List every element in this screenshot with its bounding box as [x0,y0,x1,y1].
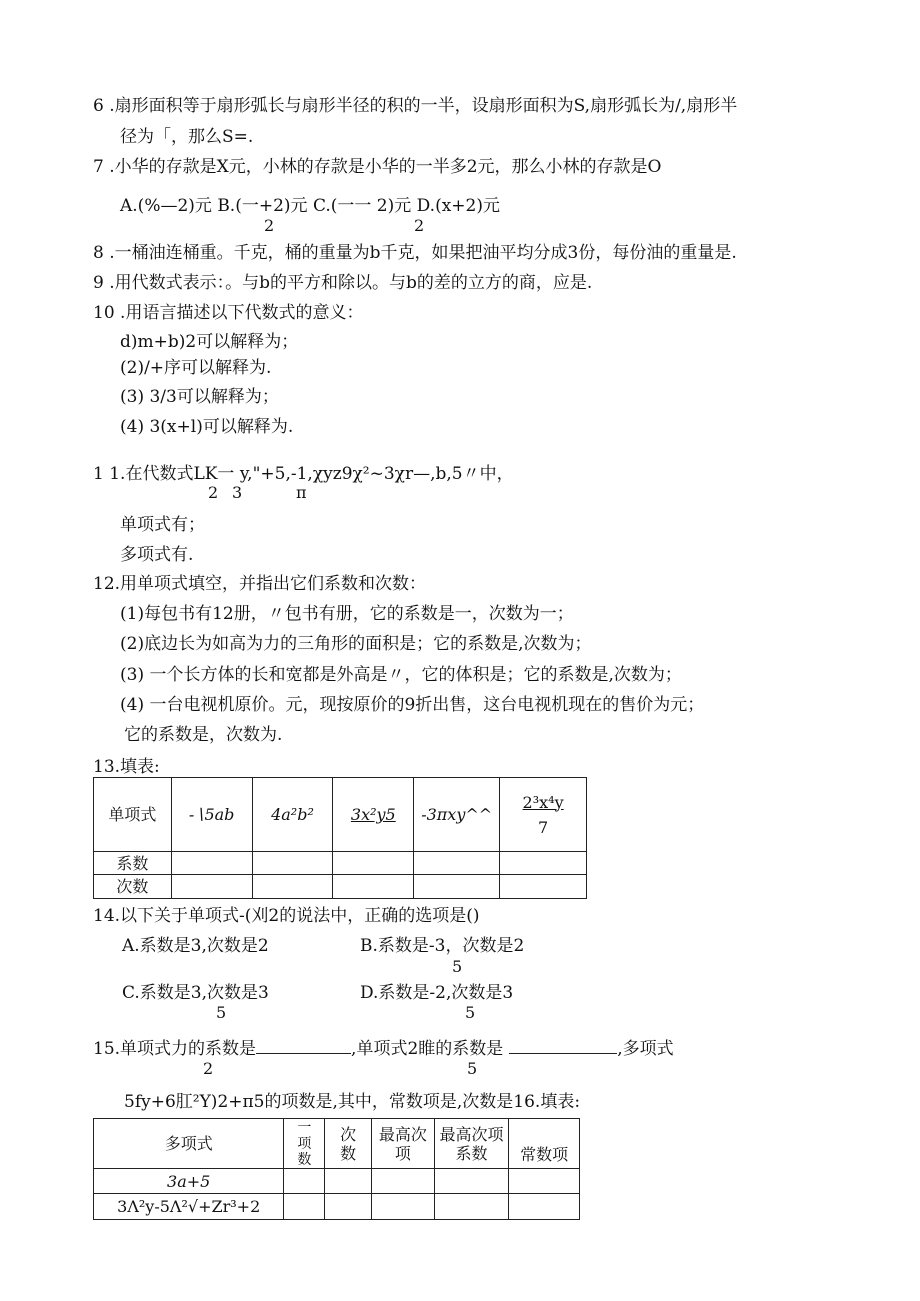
q13-cell[interactable] [414,852,500,875]
q16-header-degree-1: 次 [340,1124,357,1144]
q16-header-constant: 常数项 [509,1119,580,1169]
q14-title: 14.以下关于单项式-(刈2的说法中，正确的选项是() [93,906,480,926]
table-row [94,1194,580,1220]
q16-header-polynomial: 多项式 [94,1119,284,1169]
q16-table [93,1118,580,1220]
q16-row-label: 3a+5 [94,1169,284,1194]
q13-cell[interactable] [333,875,414,899]
q13-table [93,777,587,899]
table-row [94,875,587,899]
q16-cell[interactable] [372,1169,435,1194]
q14-option-a[interactable]: A.系数是3,次数是2 [122,936,269,956]
q10-title: 10 .用语言描述以下代数式的意义： [93,303,364,323]
q11-monomials: 单项式有； [120,515,205,535]
q16-header-degree [325,1119,372,1169]
q16-header-terms-1: 一 [297,1119,312,1136]
q10-item-1: d)m+b)2可以解释为； [120,332,299,352]
q9-text: 9 .用代数式表示：。与b的平方和除以。与b的差的立方的商，应是. [93,273,593,293]
table-row [94,778,587,852]
q15-line2: 5fy+6肛²Y)2+π5的项数是,其中，常数项是,次数是16.填表: [124,1092,581,1112]
q10-item-2: (2)/+序可以解释为. [120,358,272,378]
q8-text: 8 .一桶油连桶重。千克，桶的重量为b千克，如果把油平均分成3份，每份油的重量是. [93,243,737,263]
q15-sub-5: 5 [467,1059,478,1078]
q12-item-2: (2)底边长为如高为力的三角形的面积是；它的系数是,次数为； [120,634,592,654]
q12-item-4: (4) 一台电视机原价。元，现按原价的9折出售，这台电视机现在的售价为元； [120,695,705,715]
q16-cell[interactable] [434,1194,509,1220]
q13-cell[interactable] [171,875,252,899]
q14-option-d[interactable]: D.系数是-2,次数是3 [360,983,514,1003]
q16-cell[interactable] [284,1169,325,1194]
q10-item-3: (3) 3/3可以解释为； [120,387,279,407]
table-row [94,1119,580,1169]
q11-line: 1 1.在代数式LK一 y,"+5,-1,χyz9χ²~3χr—,b,5〃中， [93,464,514,484]
q16-cell[interactable] [509,1194,580,1220]
q16-row-label: 3Λ²y-5Λ²√+Zr³+2 [94,1194,284,1220]
q6-line1: 6 .扇形面积等于扇形弧长与扇形半径的积的一半，设扇形面积为S,扇形弧长为/,扇形半 [93,96,738,116]
q15-sub-2: 2 [203,1059,214,1078]
q14-option-b-sub: 5 [452,957,463,976]
q13-header-cell: -∖5ab [171,778,252,852]
q13-cell[interactable] [414,875,500,899]
q15-part-c: ,多项式 [617,1039,674,1059]
q13-header-numerator: 2³x⁴y [522,792,564,812]
q12-tail: 它的系数是，次数为. [124,725,283,745]
q14-option-b[interactable]: B.系数是-3，次数是2 [360,936,525,956]
q12-item-1: (1)每包书有12册，〃包书有册，它的系数是一，次数为一； [120,604,574,624]
q12-item-3: (3) 一个长方体的长和宽都是外高是〃，它的体积是；它的系数是,次数为； [120,665,682,685]
q13-row-label: 系数 [94,852,172,875]
q13-header-cell [333,778,414,852]
q10-item-4: (4) 3(x+l)可以解释为. [120,417,294,437]
q13-cell[interactable] [252,875,333,899]
q16-header-highest-coef-1: 最高次项 [439,1124,504,1144]
q13-header-cell: -3πxy^^ [414,778,500,852]
q13-cell[interactable] [500,852,587,875]
q13-header-cell: 4a²b² [252,778,333,852]
q16-header-highest-coef-2: 系数 [455,1143,488,1163]
q13-cell[interactable] [171,852,252,875]
q12-title: 12.用单项式填空，并指出它们系数和次数： [93,574,427,594]
q16-header-terms [284,1119,325,1169]
q16-header-highest-term-2: 项 [394,1143,411,1163]
q13-cell[interactable] [333,852,414,875]
q11-sub-2: 2 [208,483,219,502]
q16-header-highest-term [372,1119,435,1169]
q6-line2: 径为「，那么S=. [120,127,254,147]
q16-header-terms-2: 项 [297,1135,312,1152]
q13-header-cell [500,778,587,852]
q15-blank-1[interactable] [256,1039,351,1054]
q13-header-label: 单项式 [94,778,172,852]
q11-sub-pi: π [296,483,307,502]
q7-line1: 7 .小华的存款是X元，小林的存款是小华的一半多2元，那么小林的存款是O [93,157,662,177]
q16-cell[interactable] [372,1194,435,1220]
q16-header-highest-term-1: 最高次 [378,1124,427,1144]
q16-header-degree-2: 数 [340,1143,357,1163]
q14-option-d-sub: 5 [465,1003,476,1022]
q14-option-c-sub: 5 [216,1003,227,1022]
q14-option-c[interactable]: C.系数是3,次数是3 [122,983,269,1003]
q16-header-highest-coef [434,1119,509,1169]
q13-title: 13.填表: [93,757,160,777]
q16-cell[interactable] [284,1194,325,1220]
q16-cell[interactable] [325,1194,372,1220]
q13-cell[interactable] [500,875,587,899]
q13-row-label: 次数 [94,875,172,899]
q16-cell[interactable] [509,1169,580,1194]
table-row [94,852,587,875]
q13-header-denominator: 7 [537,817,549,837]
q16-cell[interactable] [434,1169,509,1194]
q7-options: A.(%—2)元 B.(一+2)元 C.(一一 2)元 D.(x+2)元 [120,196,500,216]
q16-cell[interactable] [325,1169,372,1194]
q7-sub-b: 2 [264,216,275,235]
q11-sub-3: 3 [232,483,243,502]
q13-cell[interactable] [252,852,333,875]
table-row [94,1169,580,1194]
q13-header-fraction: 3x²y5 [350,805,396,824]
q15-part-a: 15.单项式力的系数是 [93,1039,257,1059]
q7-sub-c: 2 [414,216,425,235]
q16-header-terms-3: 数 [297,1151,312,1168]
q11-polynomials: 多项式有. [120,545,194,565]
q15-blank-2[interactable] [509,1039,617,1054]
q15-line1 [93,1039,674,1059]
q15-part-b: ,单项式2睢的系数是 [351,1039,504,1059]
